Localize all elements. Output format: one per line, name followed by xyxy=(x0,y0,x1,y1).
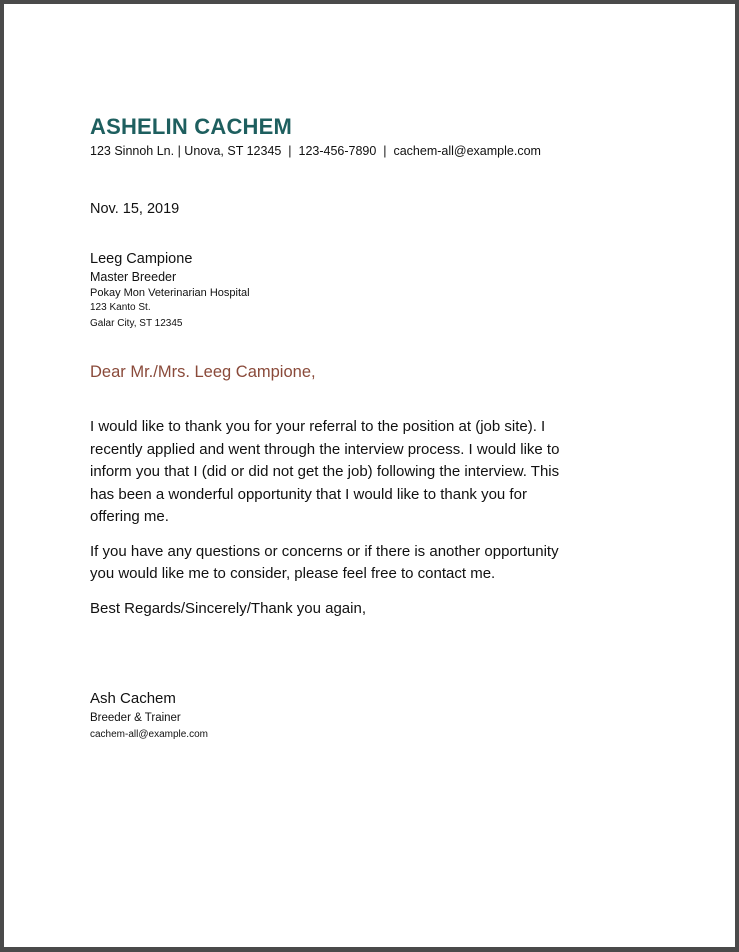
salutation: Dear Mr./Mrs. Leeg Campione, xyxy=(90,363,316,381)
letter-body xyxy=(90,416,560,632)
sender-name: ASHELIN CACHEM xyxy=(90,114,293,139)
recipient-name: Leeg Campione xyxy=(90,251,193,267)
document-page xyxy=(4,4,735,947)
letter-date: Nov. 15, 2019 xyxy=(90,201,180,217)
recipient-title: Master Breeder xyxy=(90,270,177,284)
body-paragraph: If you have any questions or concerns or if there is another opportunity you would like me to consider, please feel free to contact me. xyxy=(90,542,559,582)
body-paragraph: I would like to thank you for your referral to the position at (job site). I recently applied and went through the interview process. I would like to inform you that I (did or did not get the job) following the interview. This has been a wonderful opportunity that I would like to thank you for offering me. xyxy=(90,418,560,525)
recipient-city: Galar City, ST 12345 xyxy=(90,318,183,329)
closing: Best Regards/Sincerely/Thank you again, xyxy=(90,599,366,617)
signature-title: Breeder & Trainer xyxy=(90,712,181,724)
sender-contact: 123 Sinnoh Ln. | Unova, ST 12345 | 123-456-7890 | cachem-all@example.com xyxy=(90,144,541,158)
signature-name: Ash Cachem xyxy=(90,690,176,707)
recipient-company: Pokay Mon Veterinarian Hospital xyxy=(90,287,250,299)
signature-email: cachem-all@example.com xyxy=(90,729,208,740)
recipient-street: 123 Kanto St. xyxy=(90,302,151,313)
